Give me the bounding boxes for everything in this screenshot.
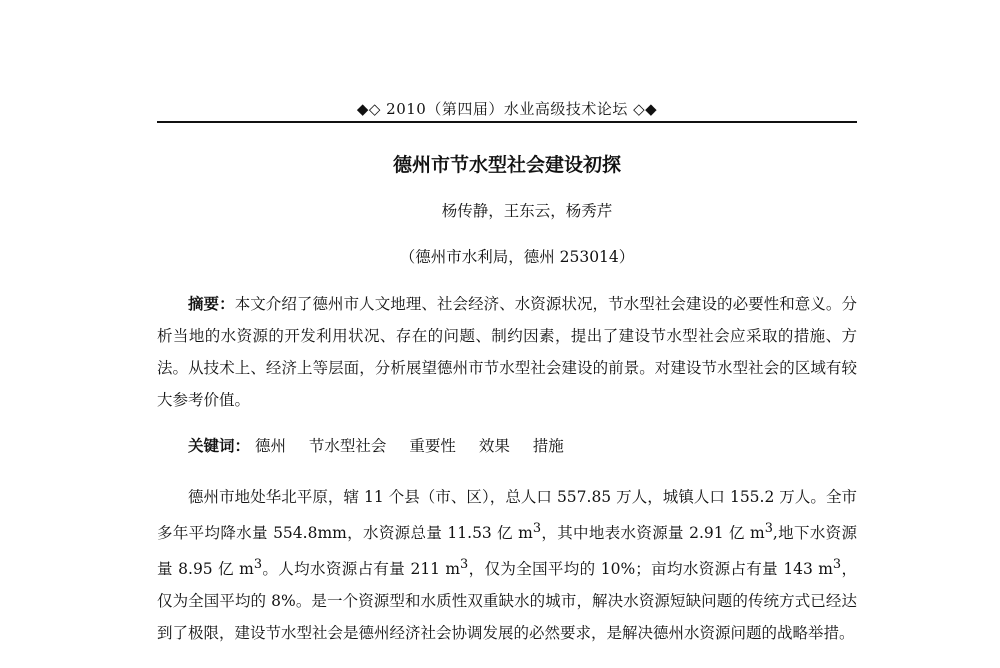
superscript: 3 [832,557,842,573]
abstract-text: 本文介绍了德州市人文地理、社会经济、水资源状况，节水型社会建设的必要性和意义。分析当地的水资源的开发利用状况、存在的问题、制约因素，提出了建设节水型社会应采取的措施、方法。从技术上、经济上等层面，分析展望德州市节水型社会建设的前景。对建设节水型社会的区域有较大参考价值。 [157,295,857,409]
body-text-c: ,地下水资源量 8.95 亿 m [157,524,857,579]
superscript: 3 [460,557,469,573]
body-text-b: ，其中地表水资源量 2.91 亿 m [541,524,765,543]
keywords-label: 关键词： [188,436,251,455]
keyword: 措施 [532,437,564,455]
affiliation: （德州市水利局，德州 253014） [399,248,635,266]
keyword: 节水型社会 [308,437,387,455]
body-paragraph [157,481,857,649]
paper-title: 德州市节水型社会建设初探 [392,154,621,176]
header-rule [157,121,857,123]
superscript: 3 [764,521,773,536]
abstract [157,288,857,416]
keyword: 效果 [478,437,510,455]
body-text-a: 德州市地处华北平原，辖 11 个县（市、区），总人口 557.85 万人，城镇人口 155.2 万人。全市多年平均降水量 554.8mm，水资源总量 11.53 亿 m [157,488,857,543]
body-text-f: ，仅为全国平均的 8%。是一个资源型和水质性双重缺水的城市，解决水资源短缺问题的传统方式已经达到了极限，建设节水型社会是德州经济社会协调发展的必然要求，是解决德州水资源问题的战略举措。 [157,560,857,643]
running-header: ◆◇ 2010（第四届）水业高级技术论坛 ◇◆ [356,100,658,118]
superscript: 3 [532,521,542,536]
superscript: 3 [253,557,263,573]
keyword: 德州 [254,437,286,455]
body-text-e: ，仅为全国平均的 10%；亩均水资源占有量 143 m [468,560,833,579]
authors: 杨传静，王东云，杨秀芹 [441,202,613,220]
keyword: 重要性 [409,437,456,455]
keywords [157,430,857,462]
abstract-label: 摘要： [188,294,235,313]
body-text-d: 。人均水资源占有量 211 m [262,560,461,579]
